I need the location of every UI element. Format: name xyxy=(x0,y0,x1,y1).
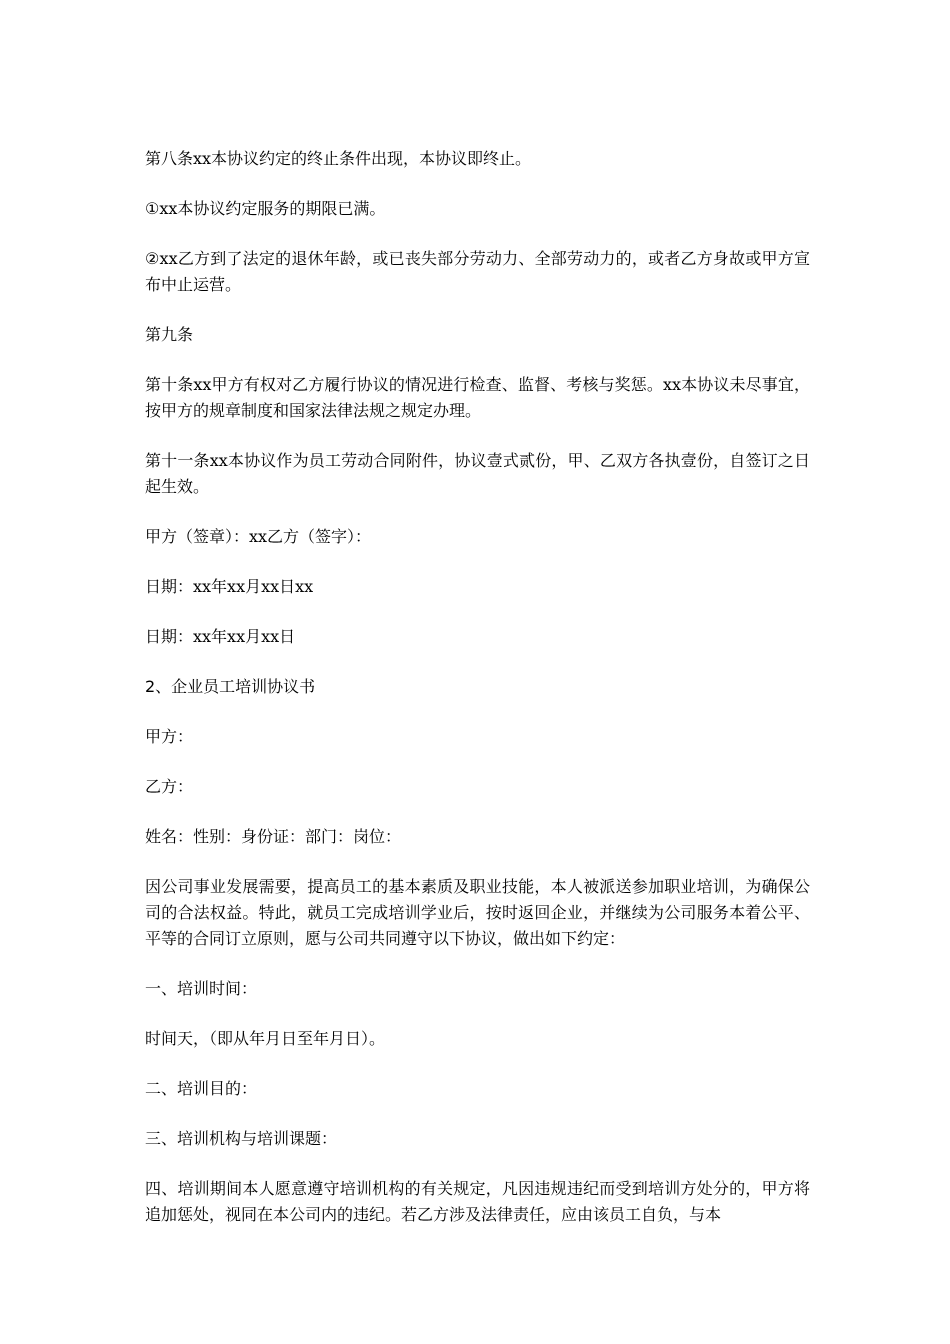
signature-line: 甲方（签章）：xx乙方（签字）： xyxy=(145,527,372,546)
employee-info-line: 姓名：性别：身份证：部门：岗位： xyxy=(145,827,402,846)
clause-10: 第十条xx甲方有权对乙方履行协议的情况进行检查、监督、考核与奖惩。xx本协议未尽事宜，按甲方的规章制度和国家法律法规之规定办理。 xyxy=(145,375,810,420)
preamble-paragraph: 因公司事业发展需要，提高员工的基本素质及职业技能，本人被派送参加职业培训，为确保公司的合法权益。特此，就员工完成培训学业后，按时返回企业，并继续为公司服务本着公平、平等的合同订立原则，愿与公司共同遵守以下协议，做出如下约定： xyxy=(145,877,810,948)
date-line-1: 日期：xx年xx月xx日xx xyxy=(145,577,314,596)
training-purpose-heading: 二、培训目的： xyxy=(145,1079,258,1098)
section-title: 2、企业员工培训协议书 xyxy=(145,677,316,696)
clause-8-item-1: ①xx本协议约定服务的期限已满。 xyxy=(145,199,386,218)
clause-8-item-2: ②xx乙方到了法定的退休年龄，或已丧失部分劳动力、全部劳动力的，或者乙方身故或甲方宣布中止运营。 xyxy=(145,249,810,294)
training-rules-paragraph: 四、培训期间本人愿意遵守培训机构的有关规定，凡因违规违纪而受到培训方处分的，甲方将追加惩处，视同在本公司内的违纪。若乙方涉及法律责任，应由该员工自负，与本 xyxy=(145,1179,810,1224)
document-body xyxy=(145,146,810,1252)
party-b-label: 乙方： xyxy=(145,777,194,796)
clause-9: 第九条 xyxy=(145,325,194,344)
date-line-2: 日期：xx年xx月xx日 xyxy=(145,627,296,646)
training-time-heading: 一、培训时间： xyxy=(145,979,258,998)
training-time-detail: 时间天，（即从年月日至年月日）。 xyxy=(145,1029,386,1048)
clause-11: 第十一条xx本协议作为员工劳动合同附件，协议壹式贰份，甲、乙双方各执壹份，自签订之日起生效。 xyxy=(145,451,810,496)
clause-8: 第八条xx本协议约定的终止条件出现，本协议即终止。 xyxy=(145,149,532,168)
party-a-label: 甲方： xyxy=(145,727,194,746)
training-institution-heading: 三、培训机构与培训课题： xyxy=(145,1129,338,1148)
